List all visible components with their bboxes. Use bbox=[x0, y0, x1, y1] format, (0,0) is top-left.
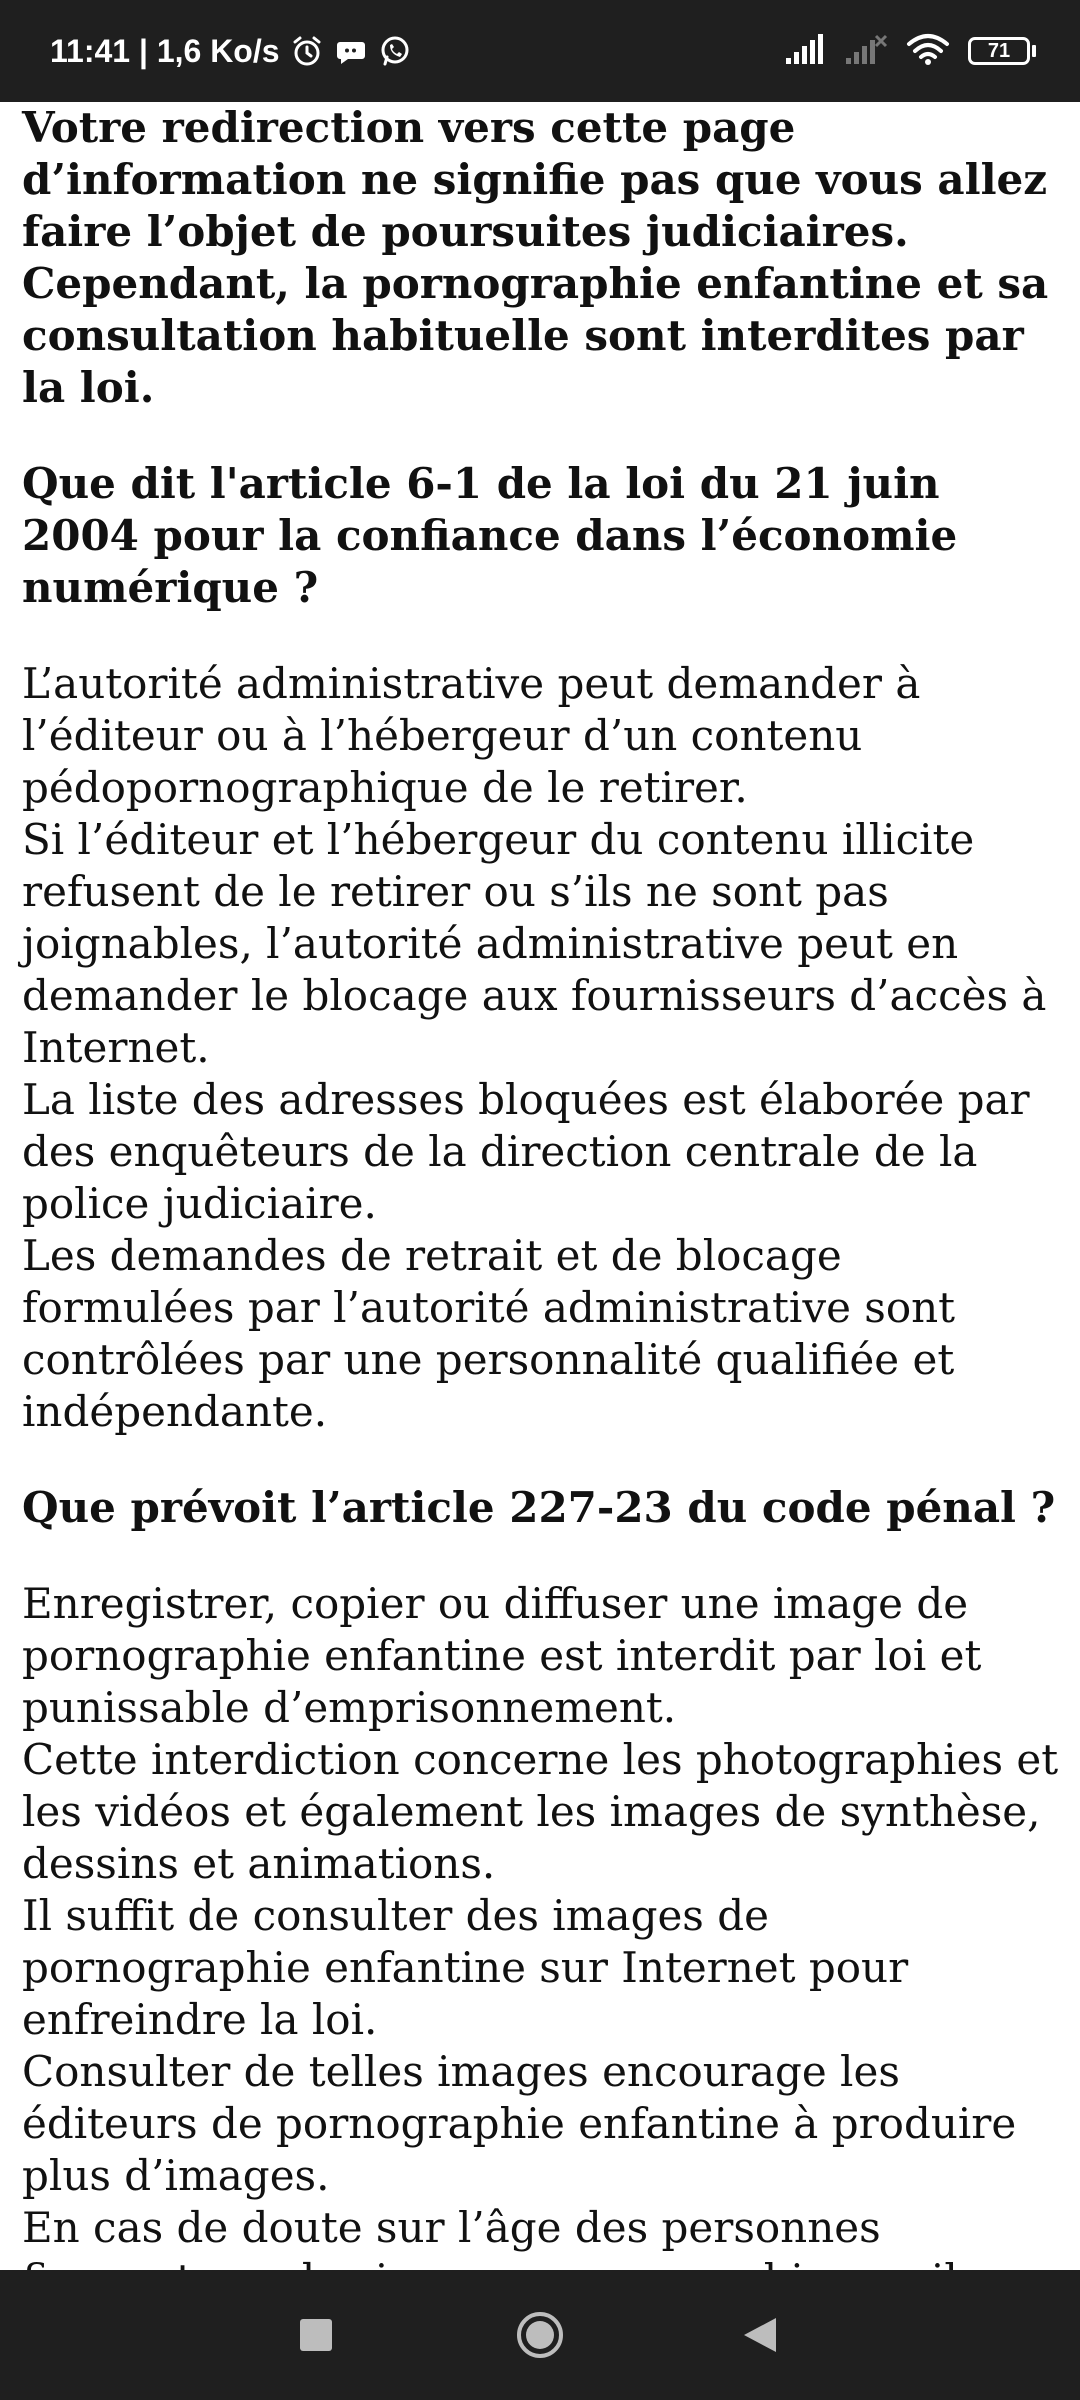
status-time-speed: 11:41 | 1,6 Ko/s bbox=[50, 32, 280, 69]
section2-heading: Que prévoit l’article 227-23 du code pénal ? bbox=[22, 1483, 1056, 1532]
recent-apps-button[interactable] bbox=[256, 2270, 376, 2400]
signal-no-service-icon bbox=[846, 34, 888, 69]
home-button[interactable] bbox=[480, 2270, 600, 2400]
section1-paragraph: L’autorité administrative peut demander à l’éditeur ou à l’hébergeur d’un contenu pédopornographique de le retirer. bbox=[22, 659, 921, 812]
section2-paragraph: Enregistrer, copier ou diffuser une image de pornographie enfantine est interdit par loi et punissable d’emprisonnement. bbox=[22, 1579, 982, 1732]
section2-paragraph: En cas de doute sur l’âge des personnes bbox=[22, 2203, 881, 2252]
spacer bbox=[22, 414, 1062, 458]
status-left bbox=[50, 0, 412, 102]
circle-icon bbox=[515, 2310, 565, 2360]
section1-paragraph: Les demandes de retrait et de blocage formulées par l’autorité administrative sont contrôlées par une personnalité qualifiée et indépendante. bbox=[22, 1231, 956, 1436]
section1-paragraph: La liste des adresses bloquées est élaborée par des enquêteurs de la direction centrale de la police judiciaire. bbox=[22, 1075, 1030, 1228]
section1-heading: Que dit l'article 6-1 de la loi du 21 juin 2004 pour la confiance dans l’économie numérique ? bbox=[22, 459, 958, 612]
section2-paragraph: Consulter de telles images encourage les éditeurs de pornographie enfantine à produire plus d’images. bbox=[22, 2047, 1017, 2200]
intro-text: Votre redirection vers cette page d’information ne signifie pas que vous allez faire l’objet de poursuites judiciaires. Cependant, la pornographie enfantine et sa consultation habituelle sont interdites par la loi. bbox=[22, 103, 1049, 412]
alarm-icon bbox=[290, 34, 324, 68]
signal-icon bbox=[786, 34, 828, 69]
status-bar bbox=[0, 0, 1080, 102]
page-content bbox=[22, 102, 1062, 2270]
navigation-bar bbox=[0, 2270, 1080, 2400]
spacer bbox=[22, 1438, 1062, 1482]
section2-paragraph: Cette interdiction concerne les photographies et les vidéos et également les images de synthèse, dessins et animations. bbox=[22, 1735, 1059, 1888]
section1-paragraph: Si l’éditeur et l’hébergeur du contenu illicite refusent de le retirer ou s’ils ne sont pas joignables, l’autorité administrative peut en demander le blocage aux fournisseurs d’accès à Internet. bbox=[22, 815, 1047, 1072]
battery-level: 71 bbox=[968, 37, 1030, 65]
square-icon bbox=[298, 2317, 334, 2353]
chat-bubble-icon bbox=[334, 34, 368, 68]
battery-icon bbox=[968, 37, 1036, 65]
back-triangle-icon bbox=[742, 2316, 778, 2354]
spacer bbox=[22, 1534, 1062, 1578]
section2-paragraph: Il suffit de consulter des images de pornographie enfantine sur Internet pour enfreindre la loi. bbox=[22, 1891, 909, 2044]
battery-tip bbox=[1032, 45, 1036, 57]
spacer bbox=[22, 614, 1062, 658]
back-button[interactable] bbox=[700, 2270, 820, 2400]
status-right bbox=[786, 0, 1036, 102]
wifi-icon bbox=[906, 32, 950, 71]
whatsapp-icon bbox=[378, 34, 412, 68]
